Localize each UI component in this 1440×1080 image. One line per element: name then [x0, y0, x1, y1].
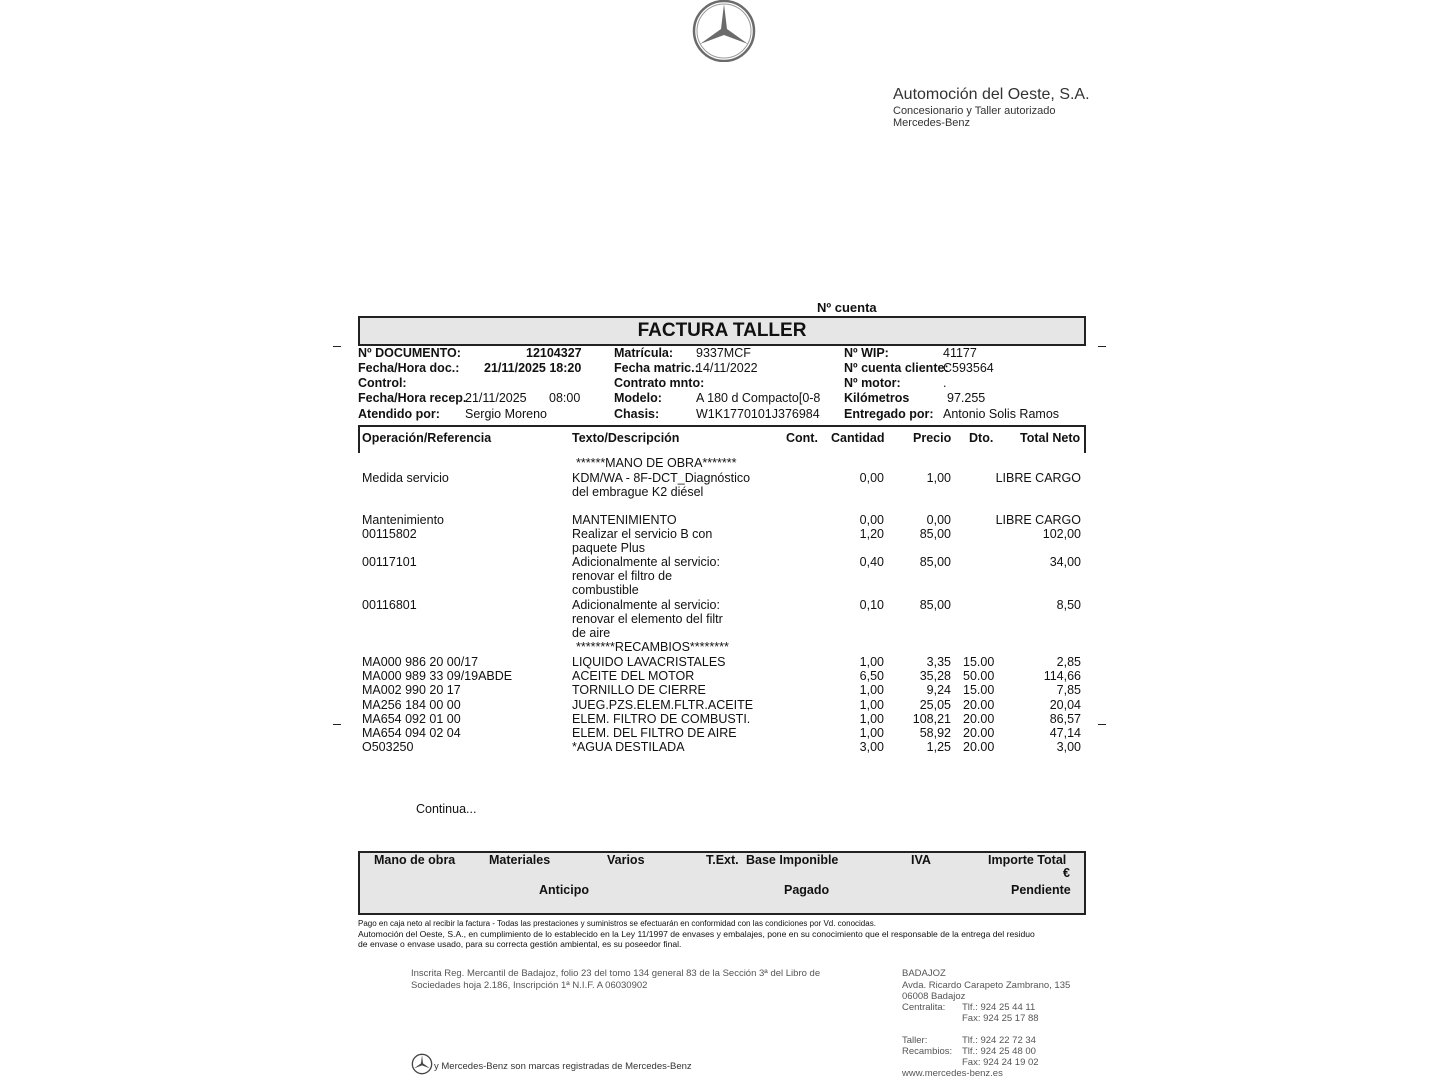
part-qty: 1,00	[859, 683, 884, 698]
centralita-fax: Fax: 924 25 17 88	[962, 1013, 1039, 1024]
trademark-note: y Mercedes-Benz son marcas registradas de Mercedes-Benz	[434, 1061, 692, 1072]
wip-number: 41177	[943, 346, 977, 360]
row-total: 8,50	[1056, 598, 1081, 612]
row-desc: de aire	[572, 626, 611, 641]
col-header-total: Total Neto	[1020, 431, 1081, 445]
address-zip: 06008 Badajoz	[902, 991, 966, 1002]
part-total: 47,14	[1049, 726, 1081, 740]
reception-date: 21/11/2025	[465, 391, 527, 405]
registration-date: 14/11/2022	[696, 361, 758, 375]
part-desc: ELEM. DEL FILTRO DE AIRE	[572, 726, 737, 740]
col-header-qty: Cantidad	[831, 431, 885, 445]
margin-tick	[1098, 724, 1106, 725]
part-price: 9,24	[926, 683, 951, 698]
part-dto: 20.00	[963, 726, 995, 740]
taller-phone: Tlf.: 924 22 72 34	[962, 1035, 1036, 1046]
part-desc: ELEM. FILTRO DE COMBUSTI.	[572, 711, 751, 726]
row-qty: 0,40	[859, 555, 884, 569]
row-price: 1,00	[926, 471, 951, 485]
part-qty: 6,50	[859, 669, 884, 684]
taller-label: Taller:	[902, 1035, 928, 1046]
summary-labor: Mano de obra	[374, 853, 456, 867]
part-price: 108,21	[912, 711, 951, 726]
info-label: Matrícula:	[614, 346, 674, 360]
row-total: LIBRE CARGO	[995, 471, 1081, 485]
summary-various: Varios	[607, 853, 645, 867]
part-qty: 1,00	[859, 726, 884, 740]
part-dto: 50.00	[963, 669, 995, 684]
summary-pending: Pendiente	[1011, 883, 1071, 897]
part-total: 2,85	[1056, 655, 1081, 669]
margin-tick	[333, 724, 341, 725]
registry-line-2: Sociedades hoja 2.186, Inscripción 1ª N.I.F. A 06030902	[411, 980, 648, 991]
account-label: Nº cuenta	[817, 300, 877, 315]
row-price: 85,00	[919, 598, 951, 612]
row-ref: Medida servicio	[362, 471, 449, 485]
centralita-label: Centralita:	[902, 1002, 946, 1013]
col-header-dto: Dto.	[969, 431, 994, 445]
part-dto: 15.00	[963, 655, 995, 669]
row-qty: 0,00	[859, 471, 884, 485]
part-desc: TORNILLO DE CIERRE	[572, 683, 706, 698]
part-ref: MA000 986 20 00/17	[362, 655, 479, 669]
registry-line-1: Inscrita Reg. Mercantil de Badajoz, folio 23 del tomo 134 general 83 de la Sección 3ª del Libro de	[411, 968, 821, 979]
customer-account: C593564	[943, 361, 994, 375]
part-qty: 3,00	[859, 740, 884, 755]
model: A 180 d Compacto[0-8	[696, 391, 821, 405]
part-total: 114,66	[1043, 669, 1081, 684]
row-desc: KDM/WA - 8F-DCT_Diagnóstico	[572, 471, 751, 485]
info-label: Chasis:	[614, 407, 660, 421]
section-parts-heading: ********RECAMBIOS********	[576, 640, 729, 654]
row-ref: Mantenimiento	[362, 513, 444, 527]
company-line2: Mercedes-Benz	[893, 117, 971, 129]
section-labor-heading: ******MANO DE OBRA*******	[576, 456, 737, 470]
summary-paid: Pagado	[784, 883, 830, 897]
document-title: FACTURA TALLER	[358, 316, 1086, 346]
row-qty: 0,10	[859, 598, 884, 612]
recambios-phone: Tlf.: 924 25 48 00	[962, 1046, 1036, 1057]
legal-line-1: Pago en caja neto al recibir la factura - Todas las prestaciones y suministros se efectuarán en conformidad con las condiciones por Vd. conocidas.	[358, 919, 876, 928]
row-total: 34,00	[1049, 555, 1081, 569]
col-header-cont: Cont.	[786, 431, 818, 445]
doc-datetime: 21/11/2025 18:20	[484, 361, 582, 375]
summary-text: T.Ext.	[706, 853, 739, 867]
centralita-phone: Tlf.: 924 25 44 11	[962, 1002, 1036, 1013]
info-label: Entregado por:	[844, 407, 934, 421]
summary-iva: IVA	[911, 853, 931, 867]
row-desc: renovar el elemento del filtr	[572, 612, 723, 627]
part-total: 86,57	[1049, 711, 1081, 726]
row-desc: Adicionalmente al servicio:	[572, 555, 720, 569]
part-total: 7,85	[1056, 683, 1081, 698]
part-qty: 1,00	[859, 697, 884, 712]
info-label: Nº cuenta cliente:	[844, 361, 949, 375]
delivered-by: Antonio Solis Ramos	[943, 407, 1060, 421]
part-price: 1,25	[926, 740, 951, 755]
legal-line-2: Automoción del Oeste, S.A., en cumplimiento de lo establecido en la Ley 11/1997 de envases y embalajes, pone en su conocimiento que el responsable de la entrega del residuo	[358, 929, 1035, 939]
legal-line-3: de envase o envase usado, para su correcta gestión ambiental, es su poseedor final.	[358, 939, 682, 949]
row-ref: 00117101	[362, 555, 417, 569]
info-label: Fecha matric.:	[614, 361, 699, 375]
info-label: Nº motor:	[844, 376, 901, 390]
part-desc: JUEG.PZS.ELEM.FLTR.ACEITE	[572, 697, 754, 712]
row-qty: 0,00	[859, 513, 884, 527]
continua-note: Continua...	[416, 802, 477, 816]
info-label: Atendido por:	[358, 407, 440, 421]
row-desc: MANTENIMIENTO	[572, 513, 677, 527]
chassis: W1K1770101J376984	[696, 407, 820, 421]
margin-tick	[1098, 346, 1106, 347]
mercedes-star-logo	[691, 0, 757, 62]
info-label: Nº WIP:	[844, 346, 889, 360]
summary-base: Base Imponible	[746, 853, 839, 867]
row-ref: 00116801	[362, 598, 417, 612]
info-label: Fecha/Hora doc.:	[358, 361, 460, 375]
part-dto: 20.00	[963, 697, 995, 712]
col-header-price: Precio	[913, 431, 952, 445]
info-label: Nº DOCUMENTO:	[358, 346, 461, 360]
part-qty: 1,00	[859, 655, 884, 669]
col-header-desc: Texto/Descripción	[572, 431, 680, 445]
attended-by: Sergio Moreno	[465, 407, 547, 421]
row-desc: combustible	[572, 583, 639, 598]
summary-total: Importe Total	[988, 853, 1067, 867]
part-ref: MA654 092 01 00	[362, 711, 461, 726]
part-ref: MA002 990 20 17	[362, 683, 461, 698]
row-qty: 1,20	[859, 527, 884, 541]
part-ref: MA256 184 00 00	[362, 697, 461, 712]
summary-advance: Anticipo	[539, 883, 589, 897]
part-dto: 20.00	[963, 711, 995, 726]
row-price: 85,00	[919, 527, 951, 541]
info-label: Contrato mnto:	[614, 376, 705, 390]
row-desc: Adicionalmente al servicio:	[572, 598, 720, 612]
part-price: 58,92	[919, 726, 951, 740]
row-price: 85,00	[919, 555, 951, 569]
reception-time: 08:00	[549, 391, 581, 405]
address-street: Avda. Ricardo Carapeto Zambrano, 135	[902, 980, 1071, 991]
col-header-ref: Operación/Referencia	[362, 431, 492, 445]
row-ref: 00115802	[362, 527, 417, 541]
company-name: Automoción del Oeste, S.A.	[893, 86, 1090, 103]
address-city: BADAJOZ	[902, 968, 946, 979]
part-price: 35,28	[919, 669, 951, 684]
part-dto: 15.00	[963, 683, 995, 698]
row-desc: renovar el filtro de	[572, 569, 673, 584]
row-desc: paquete Plus	[572, 541, 645, 556]
summary-materials: Materiales	[489, 853, 551, 867]
margin-tick	[333, 346, 341, 347]
info-label: Kilómetros	[844, 391, 910, 405]
plate: 9337MCF	[696, 346, 751, 360]
kilometers: 97.255	[947, 391, 986, 405]
info-label: Control:	[358, 376, 407, 390]
part-desc: LIQUIDO LAVACRISTALES	[572, 655, 726, 669]
mercedes-star-small-icon	[411, 1053, 433, 1075]
recambios-label: Recambios:	[902, 1046, 953, 1057]
part-price: 25,05	[919, 697, 951, 712]
part-desc: *AGUA DESTILADA	[572, 740, 685, 755]
info-label: Fecha/Hora recep.	[358, 391, 467, 405]
part-desc: ACEITE DEL MOTOR	[572, 669, 695, 684]
part-ref: MA654 094 02 04	[362, 726, 461, 740]
website-link[interactable]: www.mercedes-benz.es	[902, 1068, 1003, 1079]
row-total: 102,00	[1042, 527, 1081, 541]
summary-currency: €	[1063, 866, 1070, 880]
part-total: 3,00	[1056, 740, 1081, 755]
part-price: 3,35	[926, 655, 951, 669]
part-qty: 1,00	[859, 711, 884, 726]
info-label: Modelo:	[614, 391, 662, 405]
row-total: LIBRE CARGO	[995, 513, 1081, 527]
doc-number: 12104327	[526, 346, 582, 360]
row-desc: del embrague K2 diésel	[572, 485, 704, 500]
row-desc: Realizar el servicio B con	[572, 527, 713, 541]
part-ref: MA000 989 33 09/19ABDE	[362, 669, 513, 684]
recambios-fax: Fax: 924 24 19 02	[962, 1057, 1039, 1068]
row-price: 0,00	[926, 513, 951, 527]
part-total: 20,04	[1049, 697, 1081, 712]
part-ref: O503250	[362, 740, 414, 755]
company-line1: Concesionario y Taller autorizado	[893, 105, 1056, 117]
part-dto: 20.00	[963, 740, 995, 755]
engine-number: .	[943, 376, 947, 390]
